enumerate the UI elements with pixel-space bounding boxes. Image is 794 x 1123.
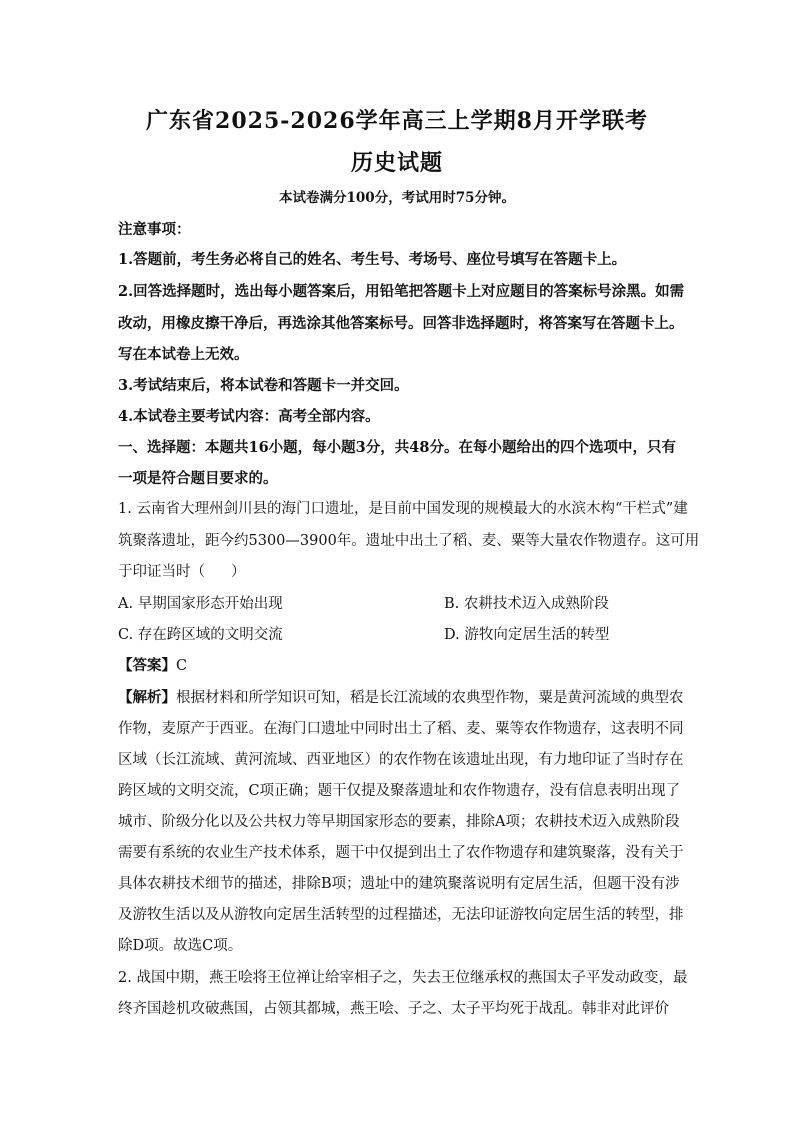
q1-analysis: [118, 686, 684, 707]
q1-stem-text: 于印证当时（: [118, 564, 205, 580]
notice-line: 1.答题前，考生务必将自己的姓名、考生号、考场号、座位号填写在答题卡上。: [118, 251, 627, 268]
q1-option-b: B. 农耕技术迈入成熟阶段: [444, 596, 609, 612]
notice-line: 2.回答选择题时，选出每小题答案后，用铅笔把答题卡上对应题目的答案标号涂黑。如需: [118, 283, 685, 300]
analysis-label: 【解析】: [118, 689, 176, 706]
subject-title: 历史试题: [350, 150, 443, 176]
analysis-text: 根据材料和所学知识可知，稻是长江流域的农典型作物，粟是黄河流域的典型农: [176, 690, 684, 706]
q1-analysis: 需要有系统的农业生产技术体系，题干中仅提到出土了农作物遗存和建筑聚落，没有关于: [118, 845, 684, 861]
q1-option-a: A. 早期国家形态开始出现: [118, 596, 283, 612]
q1-option-d: D. 游牧向定居生活的转型: [444, 627, 610, 643]
q1-analysis: 及游牧生活以及从游牧向定居生活转型的过程描述，无法印证游牧向定居生活的转型，排: [118, 907, 684, 923]
notice-heading: 注意事项：: [118, 221, 191, 238]
q2-stem: 终齐国趁机攻破燕国，占领其都城，燕王哙、子之、太子平均死于战乱。韩非对此评价: [118, 1001, 669, 1017]
q1-analysis: 城市、阶级分化以及公共权力等早期国家形态的要素，排除A项；农耕技术迈入成熟阶段: [118, 814, 680, 830]
q1-option-c: C. 存在跨区域的文明交流: [118, 627, 283, 643]
exam-info: 本试卷满分100分，考试用时75分钟。: [279, 190, 515, 206]
q1-stem-last: [118, 560, 678, 581]
section-heading: 一、选择题：本题共16小题，每小题3分，共48分。在每小题给出的四个选项中，只有: [118, 439, 676, 456]
q1-stem: 筑聚落遗址，距今约5300—3900年。遗址中出土了稻、麦、粟等大量农作物遗存。这可用: [118, 533, 700, 549]
q1-analysis: 区域（长江流域、黄河流域、西亚地区）的农作物在该遗址出现，有力地印证了当时存在: [118, 752, 684, 768]
answer-value: C: [176, 658, 188, 674]
q1-analysis: 除D项。故选C项。: [118, 938, 243, 954]
q1-stem-close: ）: [231, 564, 246, 580]
section-heading-cont: 一项是符合题目要求的。: [118, 470, 278, 487]
q1-analysis: 跨区域的文明交流，C项正确；题干仅提及聚落遗址和农作物遗存，没有信息表明出现了: [118, 783, 681, 799]
notice-line: 写在本试卷上无效。: [118, 346, 249, 363]
exam-title: 广东省2025-2026学年高三上学期8月开学联考: [146, 108, 648, 134]
q2-stem: 2. 战国中期，燕王哙将王位禅让给宰相子之，失去王位继承权的燕国太子平发动政变，最: [118, 970, 688, 986]
q1-stem: 1. 云南省大理州剑川县的海门口遗址，是目前中国发现的规模最大的水滨木构“干栏式”建: [118, 501, 688, 517]
notice-line: 改动，用橡皮擦干净后，再选涂其他答案标号。回答非选择题时，将答案写在答题卡上。: [118, 315, 684, 332]
q1-analysis: 作物，麦原产于西亚。在海门口遗址中同时出土了稻、麦、粟等农作物遗存，这表明不同: [118, 721, 684, 737]
q1-answer: [118, 654, 678, 675]
answer-label: 【答案】: [118, 657, 176, 674]
notice-line: 4.本试卷主要考试内容：高考全部内容。: [118, 408, 380, 425]
notice-line: 3.考试结束后，将本试卷和答题卡一并交回。: [118, 377, 409, 394]
q1-analysis: 具体农耕技术细节的描述，排除B项；遗址中的建筑聚落说明有定居生活，但题干没有涉: [118, 876, 680, 892]
